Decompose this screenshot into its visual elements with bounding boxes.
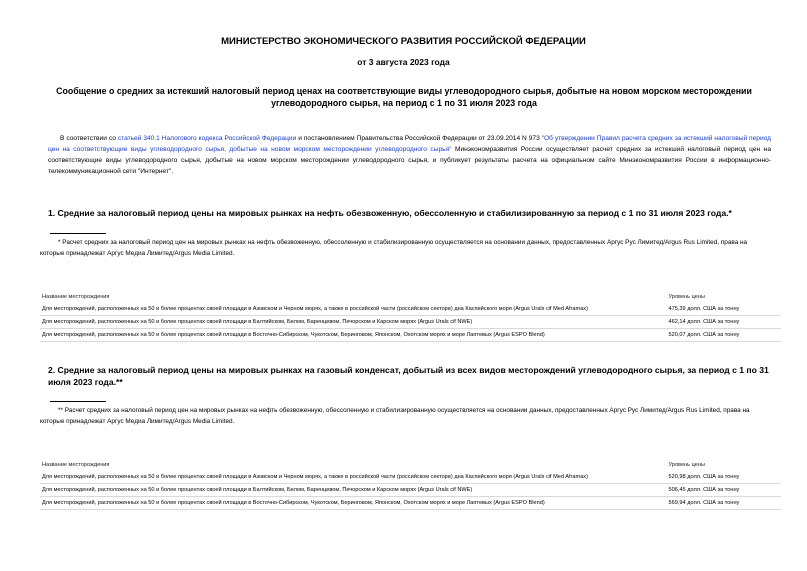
intro-suffix: Минэкономразвития России осуществляет расчет средних за истекший налоговый период цен на соответствующие виды углеводородного сырья, добытые на новом морском месторождении углеводородного сырья, и публикует результаты расчета на официальном сайте Минэкономразвития России в информационно-телекоммуникационной сети "Интернет". (48, 146, 771, 175)
document-title: Сообщение о средних за истекший налоговый период ценах на соответствующие виды углеводородного сырья, добытые на новом морском месторождении углеводородного сырья, на период с 1 по 31 июля 2023 года (56, 86, 752, 108)
field-name: Для месторождений, расположенных на 50 и более процентах своей площади в Азовском и Черном морях, а также в российской части (российском секторе) дна Каспийского моря (Argus Urals cif Med Aframax) (40, 303, 667, 316)
tax-code-article-link[interactable]: статьей 340.1 Налогового кодекса Российской Федерации (117, 135, 297, 142)
price-value: 475,39 долл. США за тонну (667, 303, 781, 316)
table-header-row (40, 459, 781, 471)
price-value: 462,14 долл. США за тонну (667, 316, 781, 329)
table-row (40, 471, 781, 484)
table-header-row (40, 291, 781, 303)
intro-prefix: В соответствии со (60, 135, 118, 142)
table-row (40, 497, 781, 510)
section2-title: 2. Средние за налоговый период цены на мировых рынках на газовый конденсат, добытый из всех видов месторождений углеводородного сырья, за период с 1 по 31 июля 2023 года.** (48, 365, 769, 387)
field-name: Для месторождений, расположенных на 50 и более процентах своей площади в Балтийском, Белом, Баренцевом, Печорском и Карском морях (Argus Urals cif NWE) (40, 484, 667, 497)
column-header-field: Название месторождения (42, 294, 110, 300)
price-value: 569,94 долл. США за тонну (667, 497, 781, 510)
intro-mid: и постановлением Правительства Российской Федерации от 23.09.2014 N 973 (296, 135, 542, 142)
price-value: 520,98 долл. США за тонну (667, 471, 781, 484)
section2-footnote: ** Расчет средних за налоговый период цен на мировых рынках на нефть обезвоженную, обессоленную и стабилизированную осуществляется на основании данных, предоставленных Аргус Рус Лимитед/Argus Rus Limited, права на которые принадлежат Аргус Медиа Лимитед/Argus Media Limited. (40, 407, 750, 425)
field-name: Для месторождений, расположенных на 50 и более процентах своей площади в Восточно-Сибирском, Чукотском, Беринговом, Японском, Охотском морях и море Лаптевых (Argus ESPO Blend) (40, 497, 667, 510)
footnote-divider (50, 401, 106, 402)
column-header-field: Название месторождения (42, 462, 110, 468)
column-header-price: Уровень цены (668, 294, 705, 300)
section1-price-table (40, 291, 781, 342)
ministry-heading: МИНИСТЕРСТВО ЭКОНОМИЧЕСКОГО РАЗВИТИЯ РОССИЙСКОЙ ФЕДЕРАЦИИ (221, 36, 586, 47)
table-row (40, 303, 781, 316)
field-name: Для месторождений, расположенных на 50 и более процентах своей площади в Балтийском, Белом, Баренцевом, Печорском и Карском морях (Argus Urals cif NWE) (40, 316, 667, 329)
price-value: 506,45 долл. США за тонну (667, 484, 781, 497)
field-name: Для месторождений, расположенных на 50 и более процентах своей площади в Восточно-Сибирском, Чукотском, Беринговом, Японском, Охотском морях и море Лаптевых (Argus ESPO Blend) (40, 329, 667, 342)
table-row (40, 329, 781, 342)
footnote-divider (50, 233, 106, 234)
column-header-price: Уровень цены (668, 462, 705, 468)
table-row (40, 316, 781, 329)
section1-footnote: * Расчет средних за налоговый период цен на мировых рынках на нефть обезвоженную, обессоленную и стабилизированную осуществляется на основании данных, предоставленных Аргус Рус Лимитед/Argus Rus Limited, права на которые принадлежат Аргус Медиа Лимитед/Argus Media Limited. (40, 239, 748, 257)
field-name: Для месторождений, расположенных на 50 и более процентах своей площади в Азовском и Черном морях, а также в российской части (российском секторе) дна Каспийского моря (Argus Urals cif Med Aframax) (40, 471, 667, 484)
table-row (40, 484, 781, 497)
government-decree-link[interactable]: "Об утверждении Правил расчета средних за истекший налоговый период цен на соответствующие виды углеводородного сырья, добытые на новом морском месторождении углеводородного сырья" (48, 135, 772, 153)
document-date: от 3 августа 2023 года (357, 57, 450, 67)
section2-price-table (40, 459, 781, 510)
intro-paragraph (48, 133, 771, 177)
price-value: 520,07 долл. США за тонну (667, 329, 781, 342)
section1-title: 1. Средние за налоговый период цены на мировых рынках на нефть обезвоженную, обессоленную и стабилизированную за период с 1 по 31 июля 2023 года.* (48, 208, 732, 218)
